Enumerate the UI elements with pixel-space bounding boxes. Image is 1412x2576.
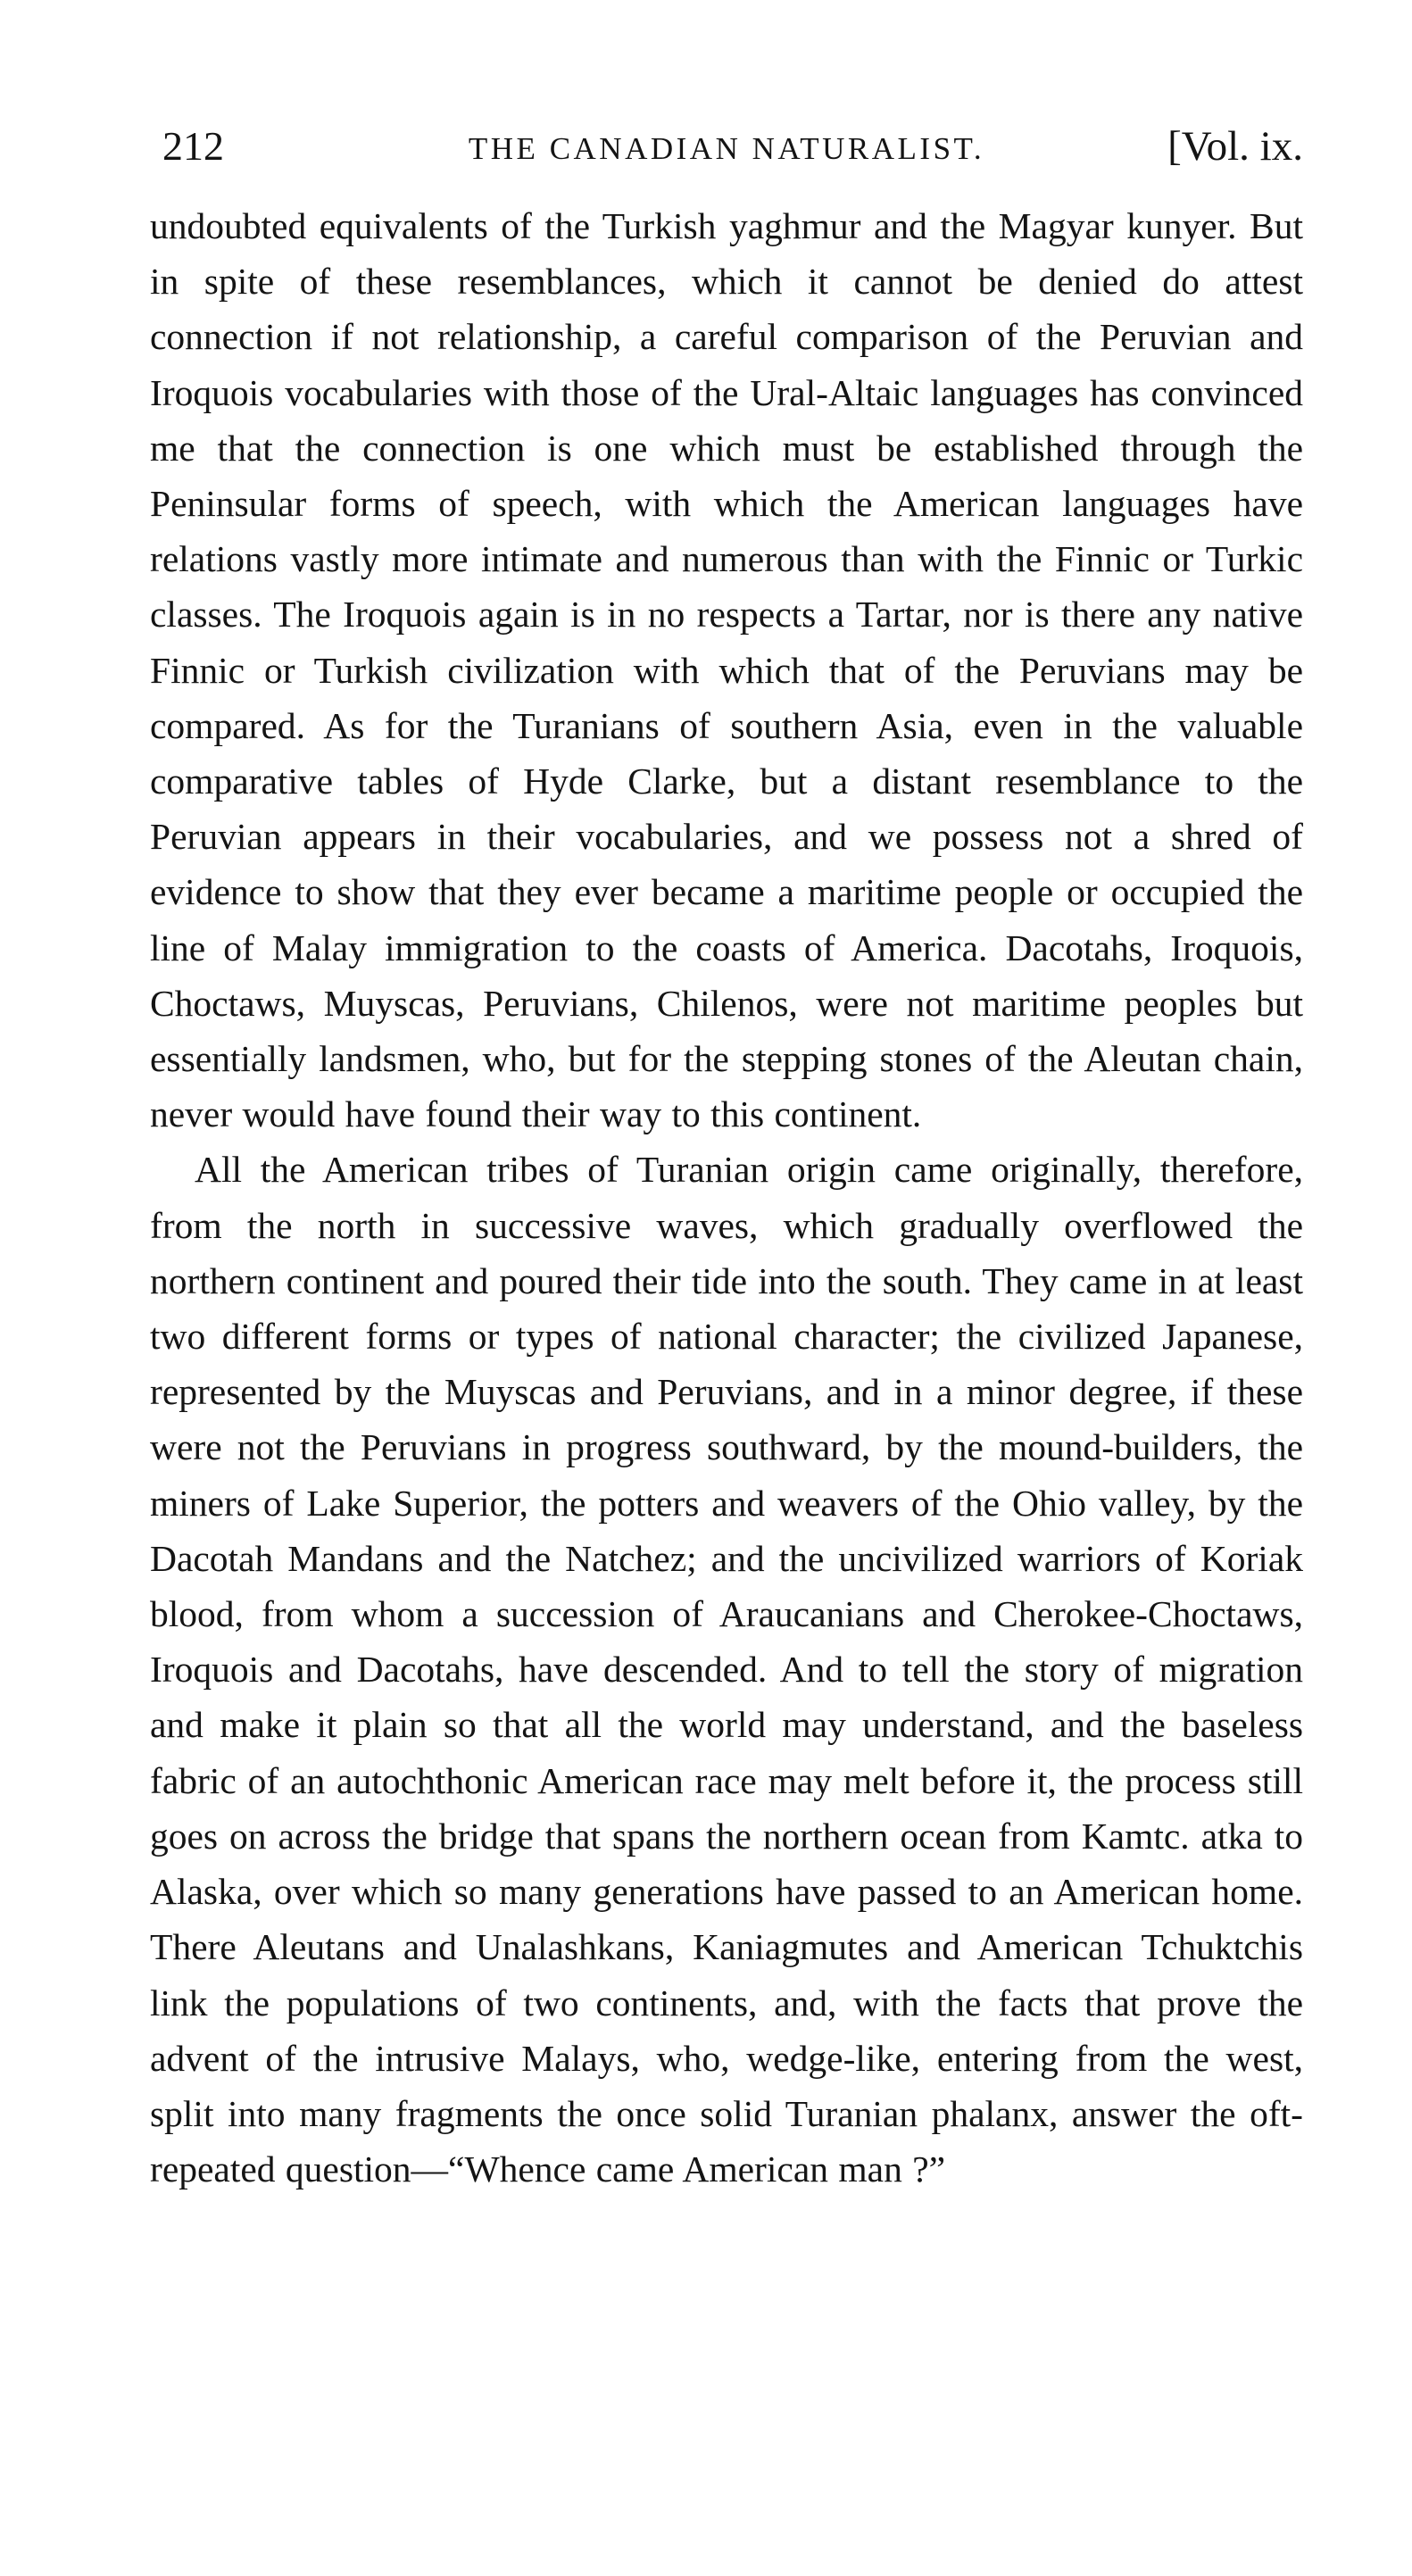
paragraph-1: undoubted equivalents of the Turkish yaghmur and the Magyar kunyer. But in spite of these resemblances, which it cannot be denied do attest connection if not relationship, a careful comparison of the Peruvian and Iroquois vocabularies with those of the Ural-Altaic languages has convinced me that the connection is one which must be established through the Peninsular forms of speech, with which the American languages have relations vastly more intimate and numerous than with the Finnic or Turkic classes. The Iroquois again is in no respects a Tartar, nor is there any native Finnic or Turkish civilization with which that of the Peruvians may be compared. As for the Turanians of southern Asia, even in the valuable comparative tables of Hyde Clarke, but a distant resemblance to the Peruvian appears in their vocabularies, and we possess not a shred of evidence to show that they ever became a maritime people or occupied the line of Malay immigration to the coasts of America. Dacotahs, Iroquois, Choctaws, Muyscas, Peruvians, Chilenos, were not maritime peoples but essentially landsmen, who, but for the stepping stones of the Aleutan chain, never would have found their way to this continent.	[150, 205, 1303, 1135]
volume-label: [Vol. ix.	[1167, 123, 1303, 170]
page-header	[150, 114, 1303, 177]
page-number: 212	[162, 123, 224, 169]
running-title: THE CANADIAN NATURALIST.	[468, 131, 985, 166]
paragraph-2: All the American tribes of Turanian origin came originally, therefore, from the north in successive waves, which gradually overflowed the northern continent and poured their tide into the south. They came in at least two different forms or types of national character; the civilized Japanese, represented by the Muyscas and Peruvians, and in a minor degree, if these were not the Peruvians in progress southward, by the mound-builders, the miners of Lake Superior, the potters and weavers of the Ohio valley, by the Dacotah Mandans and the Natchez; and the uncivilized warriors of Koriak blood, from whom a succession of Araucanians and Cherokee-Choctaws, Iroquois and Dacotahs, have descended. And to tell the story of migration and make it plain so that all the world may understand, and the baseless fabric of an autochthonic American race may melt before it, the process still goes on across the bridge that spans the northern ocean from Kamtc. atka to Alaska, over which so many generations have passed to an American home. There Aleutans and Unalashkans, Kaniagmutes and American Tchuktchis link the populations of two continents, and, with the facts that prove the advent of the intrusive Malays, who, wedge-like, entering from the west, split into many fragments the once solid Turanian phalanx, answer the oft-repeated question—“Whence came American man ?”	[150, 1149, 1303, 2190]
body-text	[150, 198, 1303, 2197]
